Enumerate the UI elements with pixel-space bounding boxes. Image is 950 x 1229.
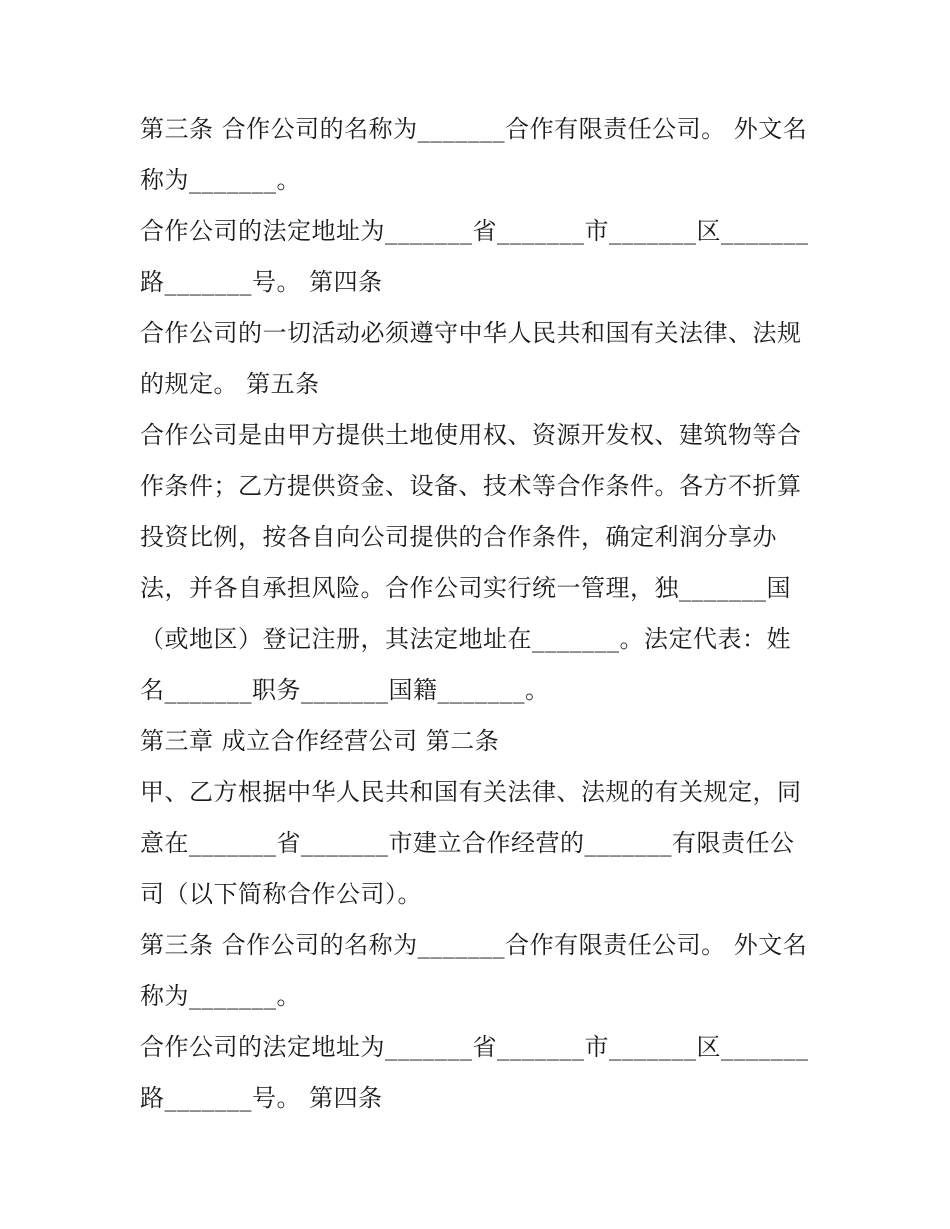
text-line: （或地区）登记注册，其法定地址在_______。法定代表：姓 — [140, 625, 791, 653]
text-line: 投资比例，按各自向公司提供的合作条件，确定利润分享办 — [140, 523, 777, 551]
text-line: 合作公司的法定地址为_______省_______市_______区_______ — [140, 217, 809, 245]
text-line: 司（以下简称合作公司）。 — [140, 880, 422, 908]
text-line: 第三条 合作公司的名称为_______合作有限责任公司。 外文名 — [140, 115, 808, 143]
document-body — [140, 104, 820, 1124]
text-line: 的规定。 第五条 — [140, 370, 320, 398]
text-line: 第三条 合作公司的名称为_______合作有限责任公司。 外文名 — [140, 931, 808, 959]
text-line: 路_______号。 第四条 — [140, 1084, 383, 1112]
text-line: 意在_______省_______市建立合作经营的_______有限责任公 — [140, 829, 795, 857]
text-line: 路_______号。 第四条 — [140, 268, 383, 296]
text-line: 作条件；乙方提供资金、设备、技术等合作条件。各方不折算 — [140, 472, 802, 500]
text-line: 合作公司是由甲方提供土地使用权、资源开发权、建筑物等合 — [140, 421, 802, 449]
text-line: 法，并各自承担风险。合作公司实行统一管理，独_______国 — [140, 574, 791, 602]
text-line: 名_______职务_______国籍_______。 — [140, 676, 550, 704]
text-line: 合作公司的法定地址为_______省_______市_______区_______ — [140, 1033, 809, 1061]
text-line: 称为_______。 — [140, 982, 301, 1010]
text-line: 甲、乙方根据中华人民共和国有关法律、法规的有关规定，同 — [140, 778, 802, 806]
text-line: 第三章 成立合作经营公司 第二条 — [140, 727, 500, 755]
text-line: 合作公司的一切活动必须遵守中华人民共和国有关法律、法规 — [140, 319, 802, 347]
text-line: 称为_______。 — [140, 166, 301, 194]
